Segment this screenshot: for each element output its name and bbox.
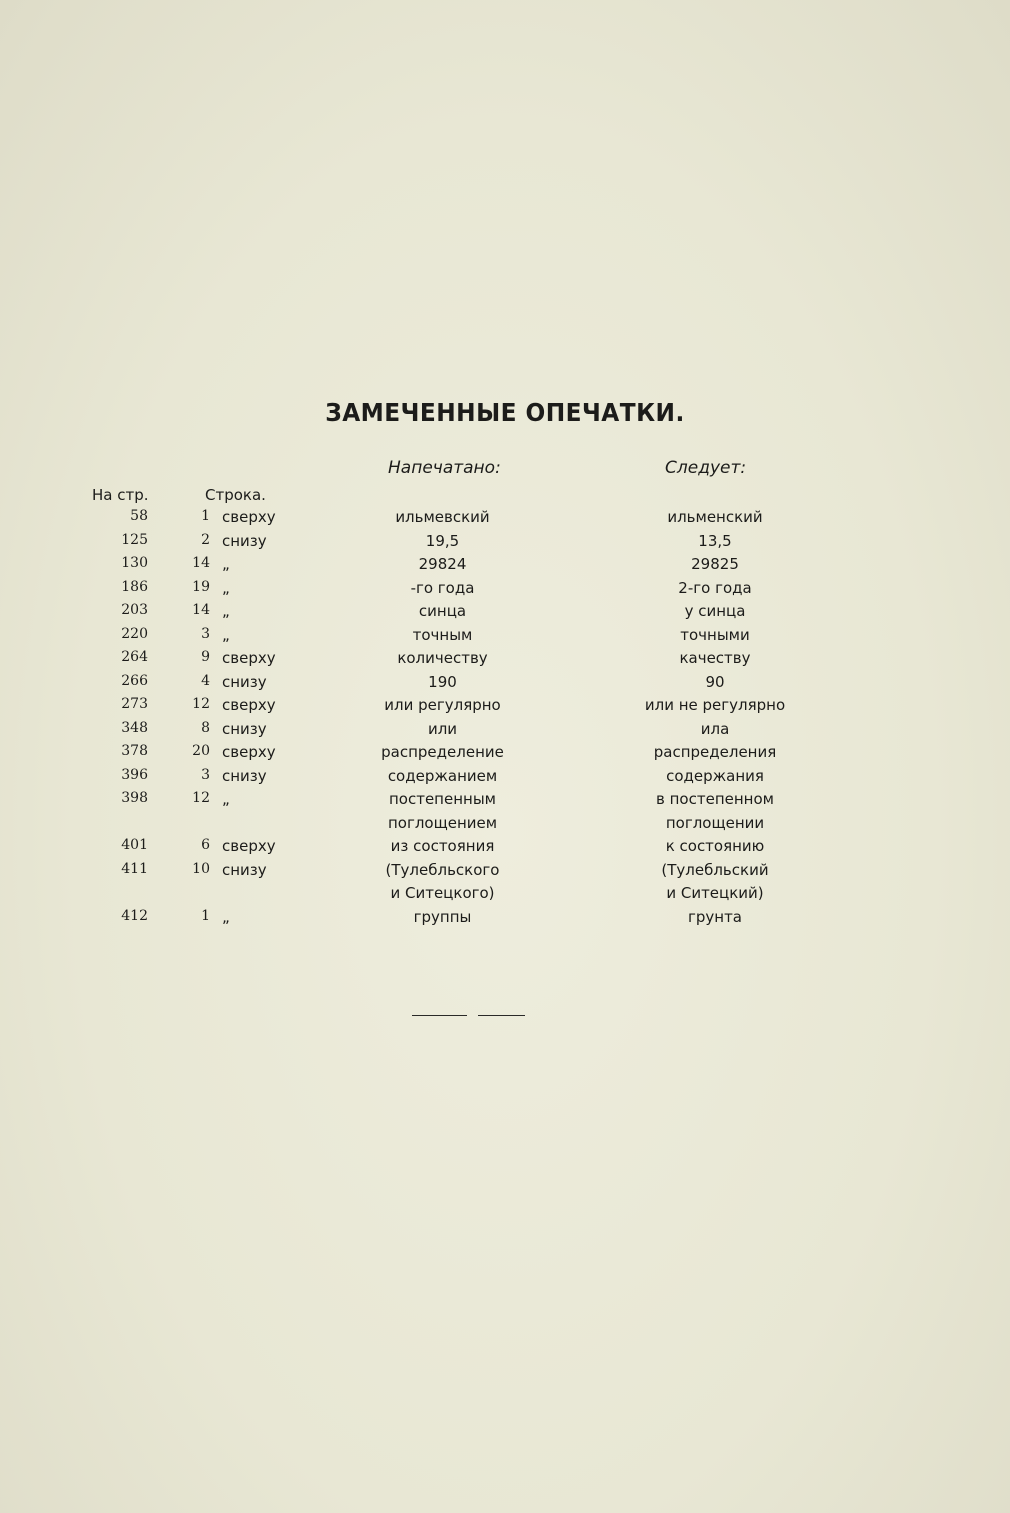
row-printed-text: синца [418,602,467,620]
row-direction: сверху [222,508,276,526]
divider-rule-left [412,1015,467,1016]
table-row [0,553,1010,577]
row-printed-text: группы [413,907,472,926]
row-correct-text: ила [700,719,730,738]
table-row [0,812,1010,836]
table-row [0,835,1010,859]
row-line-number: 14 [192,555,210,571]
row-direction: сверху [222,743,276,761]
table-row [0,882,1010,906]
table-row [0,671,1010,695]
row-printed-text: 29824 [418,555,467,573]
table-row [0,694,1010,718]
row-line-number: 8 [201,719,210,736]
table-row [0,600,1010,624]
header-line: Строка. [205,486,266,504]
row-printed-text: или регулярно [384,696,501,714]
row-page-number: 398 [121,790,148,806]
table-row [0,577,1010,601]
header-page: На стр. [92,486,149,504]
row-line-number: 1 [201,907,210,924]
row-correct-text: распределения [653,743,777,761]
row-correct-text: 29825 [691,555,739,573]
row-line-number: 19 [192,578,210,595]
row-direction: „ [222,555,230,573]
row-correct-text: точными [680,625,750,644]
row-direction: „ [222,578,230,597]
row-direction: снизу [222,860,267,879]
row-correct-text: ильменский [667,508,763,526]
table-row [0,718,1010,742]
row-direction: сверху [222,649,276,667]
table-row [0,741,1010,765]
row-correct-text: 2-го года [678,578,752,597]
row-correct-text: к состоянию [665,837,765,855]
page-title: ЗАМЕЧЕННЫЕ ОПЕЧАТКИ. [325,398,685,427]
row-page-number: 220 [121,625,148,642]
row-direction: „ [222,602,230,620]
row-line-number: 12 [192,696,210,712]
row-direction: снизу [222,766,267,785]
errata-table [0,506,1010,929]
row-printed-text: 190 [428,672,457,691]
row-page-number: 130 [121,555,148,571]
row-direction: снизу [222,531,267,550]
table-row [0,647,1010,671]
row-printed-text: количеству [397,649,488,667]
row-page-number: 125 [121,531,148,548]
header-should: Следует: [665,458,747,478]
row-line-number: 2 [201,531,210,548]
row-correct-text: 90 [705,672,725,691]
row-correct-text: или не регулярно [644,696,786,714]
row-printed-text: поглощением [387,813,498,832]
table-row [0,530,1010,554]
header-printed: Напечатано: [388,458,501,478]
row-printed-text: 19,5 [425,531,460,550]
row-page-number: 412 [121,907,148,924]
table-row [0,859,1010,883]
row-printed-text: или [427,719,458,738]
row-printed-text: -го года [410,578,475,597]
row-printed-text: точным [412,625,473,644]
row-direction: сверху [222,837,276,855]
row-correct-text: грунта [687,907,743,926]
row-direction: снизу [222,719,267,738]
row-direction: снизу [222,672,267,691]
row-correct-text: (Тулебльский [661,860,769,879]
divider-rule-right [478,1015,525,1016]
table-row [0,506,1010,530]
row-line-number: 9 [201,649,210,665]
row-page-number: 266 [121,672,148,689]
row-page-number: 348 [121,719,148,736]
row-direction: „ [222,790,230,808]
row-page-number: 186 [121,578,148,595]
row-page-number: 264 [121,649,148,665]
row-correct-text: содержания [666,766,764,785]
row-line-number: 3 [201,625,210,642]
row-direction: сверху [222,696,276,714]
row-printed-text: распределение [381,743,504,761]
row-page-number: 58 [130,508,148,524]
row-page-number: 396 [121,766,148,783]
table-row [0,624,1010,648]
row-line-number: 6 [201,837,210,853]
row-line-number: 3 [201,766,210,783]
row-correct-text: качеству [679,649,751,667]
row-line-number: 10 [192,860,210,877]
row-direction: „ [222,625,230,644]
row-printed-text: (Тулебльского [385,860,500,879]
row-line-number: 20 [192,743,210,759]
row-correct-text: 13,5 [698,531,732,550]
row-line-number: 1 [201,508,210,524]
table-row [0,765,1010,789]
row-printed-text: содержанием [387,766,498,785]
table-row [0,906,1010,930]
row-printed-text: и Ситецкого) [390,884,495,902]
row-correct-text: поглощении [665,813,765,832]
row-page-number: 411 [121,860,148,877]
row-page-number: 273 [121,696,148,712]
row-direction: „ [222,907,230,926]
row-correct-text: в постепенном [656,790,774,808]
row-correct-text: у синца [684,602,746,620]
row-page-number: 401 [121,837,148,853]
row-page-number: 203 [121,602,148,618]
row-page-number: 378 [121,743,148,759]
row-line-number: 12 [192,790,210,806]
row-line-number: 4 [201,672,210,689]
row-line-number: 14 [192,602,210,618]
row-printed-text: из состояния [390,837,495,855]
row-printed-text: постепенным [388,790,496,808]
row-correct-text: и Ситецкий) [666,884,764,902]
table-row [0,788,1010,812]
row-printed-text: ильмевский [395,508,490,526]
